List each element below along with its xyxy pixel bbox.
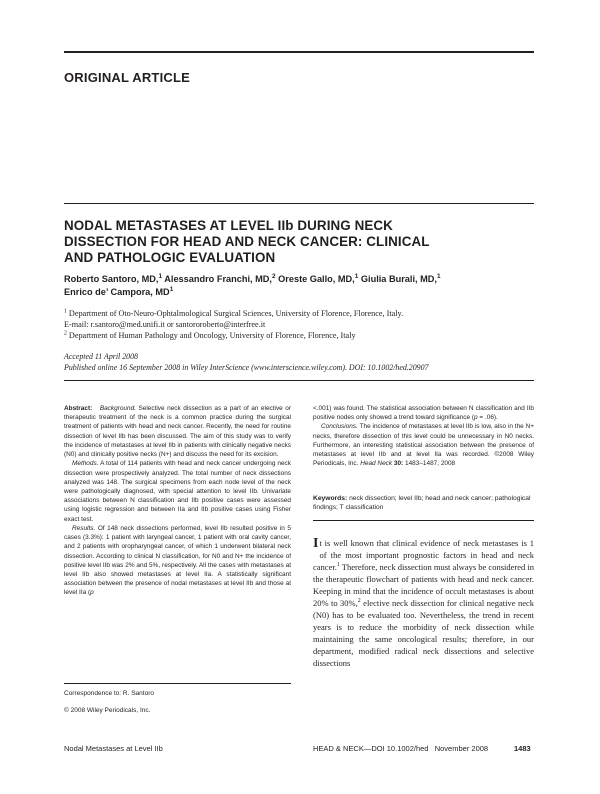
author-sup: 2 xyxy=(271,272,276,280)
accepted-date: Accepted 11 April 2008 xyxy=(64,352,138,361)
title-line: NODAL METASTASES AT LEVEL IIb DURING NECK xyxy=(64,218,393,233)
keywords xyxy=(313,494,534,513)
article-title xyxy=(64,218,534,266)
title-rule xyxy=(64,203,534,204)
affiliation-text: Department of Human Pathology and Oncology, University of Florence, Florence, Italy xyxy=(68,331,356,341)
published-online: Published online 16 September 2008 in Wiley InterScience (www.interscience.wiley.com). DOI: 10.1002/hed.20907 xyxy=(64,362,429,372)
methods-label: Methods. xyxy=(72,460,99,468)
results-label: Results. xyxy=(72,524,96,532)
title-line: AND PATHOLOGIC EVALUATION xyxy=(64,250,276,265)
affiliation-sup: 2 xyxy=(64,330,67,337)
abstract-results-end: = .06). xyxy=(477,414,498,422)
footnote-rule xyxy=(64,683,291,684)
p-value-symbol: p xyxy=(474,414,478,422)
author-list xyxy=(64,273,534,298)
publication-dates xyxy=(64,352,534,374)
abstract-conclusions: The incidence of metastases at level IIb is low, also in the N+ necks, therefore dissection of this level could be unnecessary in N0 necks. Furthermore, an interesting statistical association between the presence of metastases at level IIb and at level IIa was recorded. xyxy=(313,423,534,459)
author-sup: 1 xyxy=(169,285,174,293)
citation-sup: 1 xyxy=(336,562,340,569)
copyright-note: © 2008 Wiley Periodicals, Inc. xyxy=(64,707,151,715)
correspondence-note: Correspondence to: R. Santoro xyxy=(64,690,154,697)
affiliation-text: Department of Oto-Neuro-Ophtalmological Surgical Sciences, University of Florence, Florence, Italy. xyxy=(68,309,404,318)
affiliations xyxy=(64,308,534,342)
abstract-label: Abstract: xyxy=(64,405,93,412)
drop-cap: I xyxy=(313,536,319,551)
keywords-text: neck dissection; level IIb; head and neck cancer; pathological findings; T classification xyxy=(313,495,531,512)
body-paragraph-cont: Therefore, neck dissection must always be considered in the therapeutic flowchart of patients with head and neck cancer. Keeping in mind that the incidence of occult metastases is about 20% to 30%, xyxy=(313,562,534,609)
abstract-copyright: ©2008 Wiley Periodicals, Inc. xyxy=(313,451,534,468)
author-name: Enrico de’ Campora, MD xyxy=(64,286,170,297)
running-title: Nodal Metastases at Level IIb xyxy=(64,744,163,753)
author-sup: 1 xyxy=(354,272,359,280)
body-paragraph: t is well known that clinical evidence of neck metastases is 1 of the most important prognostic factors in head and neck cancer. xyxy=(313,538,534,573)
author-name: Giulia Burali, MD, xyxy=(360,274,437,284)
author-name: Roberto Santoro, MD, xyxy=(64,274,159,284)
author-name: Alessandro Franchi, MD, xyxy=(164,274,272,284)
body-paragraph-end: elective neck dissection for clinical negative neck (N0) has to be evaluated too. Nevertheless, the trend in recent years is to reduce the morbidity of neck dissection while maintaining the same oncological results; therefore, in our department, modified radical neck dissections and selective dissections xyxy=(313,598,534,669)
title-line: DISSECTION FOR HEAD AND NECK CANCER: CLINICAL xyxy=(64,234,430,249)
journal-info: HEAD & NECK—DOI 10.1002/hed November 2008 xyxy=(313,744,489,753)
section-label: ORIGINAL ARTICLE xyxy=(64,70,190,85)
citation-sup: 2 xyxy=(357,598,361,605)
abstract-right-column xyxy=(313,404,534,469)
abstract-top-rule xyxy=(64,380,534,381)
affiliation-email[interactable]: E-mail: r.santoro@med.unifi.it or santororoberto@interfree.it xyxy=(64,320,266,330)
body-text xyxy=(313,537,534,669)
background-label: Background. xyxy=(99,405,136,412)
p-value-symbol: p xyxy=(90,589,94,597)
page-number: 1483 xyxy=(514,744,531,753)
footnotes xyxy=(64,690,291,716)
author-sup: 1 xyxy=(436,272,441,280)
top-rule xyxy=(64,51,534,53)
abstract-left-column xyxy=(64,404,291,668)
journal-name: Head Neck xyxy=(360,460,393,468)
abstract-background: Selective neck dissection as a part of an elective or therapeutic treatment of the neck is a common practice during the surgical treatment of patients with head and neck cancer. Recently, the need for routine dissection of level IIb has been discussed. The aim of this study was to verify the incidence of metastases at level IIb in patients with clinically negative necks (N0) and clinically positive necks (N+) and discuss the need for its excision. xyxy=(64,405,291,459)
abstract-methods: A total of 114 patients with head and neck cancer undergoing neck dissection were prospectively analyzed. The total number of neck dissections analyzed was 148. The surgical specimens from each node level of the neck were pathologically diagnosed, with special attention to level IIb. Univariate associations between N classification and IIb positive cases were assessed using logistic regression and between IIa and IIb positive cases using Fisher exact test. xyxy=(64,460,291,523)
abstract-bottom-rule xyxy=(313,520,534,521)
citation-pages: 1483–1487, 2008 xyxy=(405,460,456,468)
abstract-results-continued: <.001) was found. The statistical association between N classification and IIb positive nodes only showed a trend toward significance ( xyxy=(313,405,534,422)
author-name: Oreste Gallo, MD, xyxy=(278,274,355,284)
keywords-label: Keywords: xyxy=(313,495,348,502)
citation-volume: 30: xyxy=(393,460,404,468)
abstract-results: Of 148 neck dissections performed, level IIb resulted positive in 5 cases (3.3%): 1 patient with laryngeal cancer, 1 patient with oral cavity cancer, and 2 patients with oropharyngeal cancer, of which 1 underwent bilateral neck dissection. According to clinical N classification, for N0 and N+ the incidence of positive level IIb was 2% and 5%, respectively. All the cases with metastases at level IIb also showed metastases at level IIa. A statistically significant association between the presence of nodal metastases at level IIb and those at level IIa ( xyxy=(64,524,291,597)
author-sup: 1 xyxy=(158,272,163,280)
affiliation-sup: 1 xyxy=(64,308,67,315)
conclusions-label: Conclusions. xyxy=(321,423,358,431)
